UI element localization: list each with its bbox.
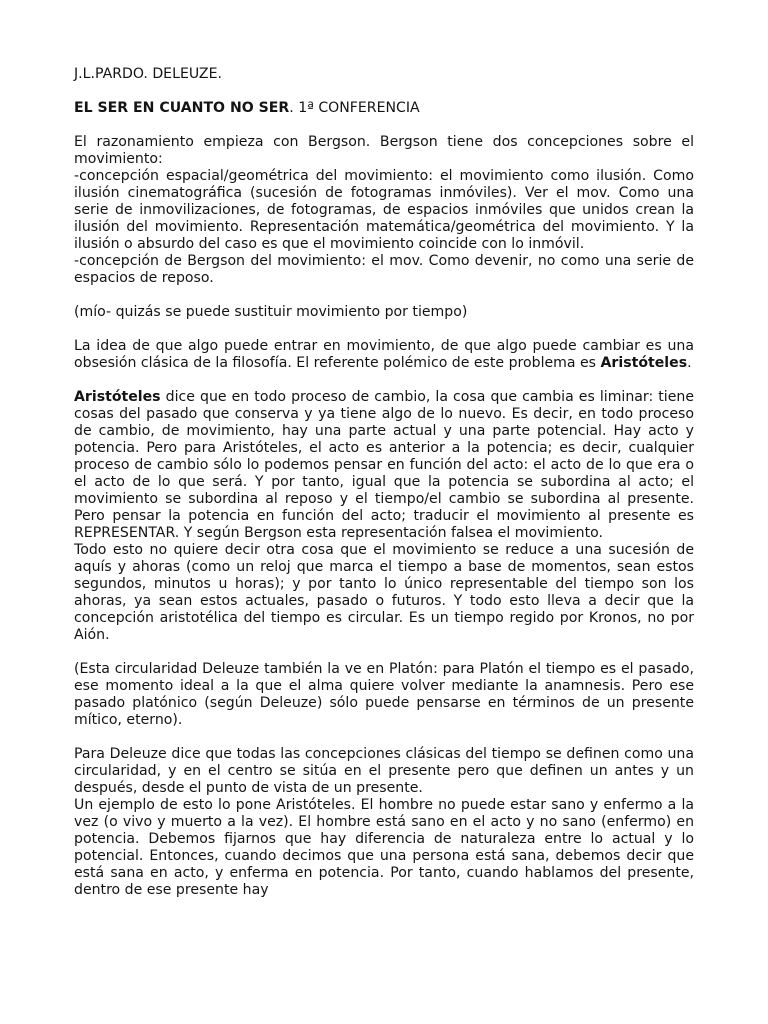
document-title bbox=[74, 100, 694, 117]
author-line: J.L.PARDO. DELEUZE. bbox=[74, 66, 222, 82]
paragraph-obsession-text: La idea de que algo puede entrar en movimiento, de que algo puede cambiar es una obsesión clásica de la filosofía. El referente polémico de este problema es bbox=[74, 338, 694, 371]
paragraph-intro: El razonamiento empieza con Bergson. Bergson tiene dos concepciones sobre el movimiento: bbox=[74, 134, 694, 167]
document-page bbox=[74, 66, 694, 899]
aristoteles-bold-2: Aristóteles bbox=[74, 389, 161, 405]
paragraph-bergson-conception: -concepción de Bergson del movimiento: el mov. Como devenir, no como una serie de espacios de reposo. bbox=[74, 253, 694, 286]
paragraph-note: (mío- quizás se puede sustituir movimiento por tiempo) bbox=[74, 304, 468, 320]
paragraph-aristoteles-text: dice que en todo proceso de cambio, la cosa que cambia es liminar: tiene cosas del pasado que conserva y ya tiene algo de lo nuevo. Es decir, en todo proceso de cambio, de movimiento, hay una parte actual y una parte potencial. Hay acto y potencia. Pero para Aristóteles, el acto es anterior a la potencia; es decir, cualquier proceso de cambio sólo lo podemos pensar en función del acto: el acto de lo que era o el acto de lo que será. Y por tanto, igual que la potencia se subordina al acto; el movimiento se subordina al reposo y el tiempo/el cambio se subordina al presente. Pero pensar la potencia en función del acto; traducir el movimiento al presente es REPRESENTAR. Y según Bergson esta representación falsea el movimiento. bbox=[74, 389, 694, 541]
title-bold: EL SER EN CUANTO NO SER bbox=[74, 100, 290, 116]
paragraph-obsession-end: . bbox=[687, 355, 692, 371]
title-rest: . 1ª CONFERENCIA bbox=[289, 100, 420, 116]
paragraph-platon: (Esta circularidad Deleuze también la ve en Platón: para Platón el tiempo es el pasado, ese momento ideal a la que el alma quiere volver mediante la anamnesis. Pero ese pasado platónico (según Deleuze) sólo puede pensarse en términos de un presente mítico, eterno). bbox=[74, 661, 694, 728]
paragraph-aquis-ahoras: Todo esto no quiere decir otra cosa que el movimiento se reduce a una sucesión de aquís y ahoras (como un reloj que marca el tiempo a base de momentos, sean estos segundos, minutos u horas); y por tanto lo único representable del tiempo son los ahoras, ya sean estos actuales, pasado o futuros. Y todo esto lleva a decir que la concepción aristotélica del tiempo es circular. Es un tiempo regido por Kronos, no por Aión. bbox=[74, 542, 694, 643]
paragraph-aristoteles bbox=[74, 389, 694, 542]
paragraph-spatial-conception: -concepción espacial/geométrica del movimiento: el movimiento como ilusión. Como ilusión cinematográfica (sucesión de fotogramas inmóviles). Ver el mov. Como una serie de inmovilizaciones, de fotogramas, de espacios inmóviles que unidos crean la ilusión del movimiento. Representación matemática/geométrica del movimiento. Y la ilusión o absurdo del caso es que el movimiento coincide con lo inmóvil. bbox=[74, 168, 694, 252]
paragraph-ejemplo: Un ejemplo de esto lo pone Aristóteles. El hombre no puede estar sano y enfermo a la vez (o vivo y muerto a la vez). El hombre está sano en el acto y no sano (enfermo) en potencia. Debemos fijarnos que hay diferencia de naturaleza entre lo actual y lo potencial. Entonces, cuando decimos que una persona está sana, debemos decir que está sana en acto, y enferma en potencia. Por tanto, cuando hablamos del presente, dentro de ese presente hay bbox=[74, 797, 694, 898]
paragraph-obsession bbox=[74, 338, 694, 372]
aristoteles-bold-1: Aristóteles bbox=[600, 355, 688, 371]
paragraph-circularidad: Para Deleuze dice que todas las concepciones clásicas del tiempo se definen como una circularidad, y en el centro se sitúa en el presente pero que definen un antes y un después, desde el punto de vista de un presente. bbox=[74, 746, 694, 796]
